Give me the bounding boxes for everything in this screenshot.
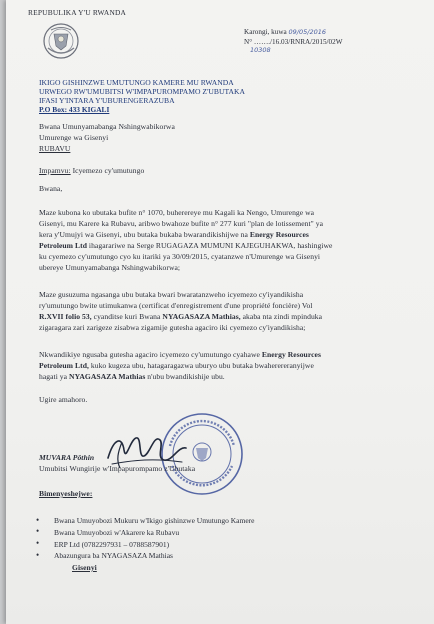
company-name-cont: Petroleum Ltd [39,241,87,250]
volume-folio: R.XVII folio 53, [39,312,92,321]
cc-item-1: • Bwana Umuyobozi Mukuru w'Ikigo gishinzwe Umutungo Kamere [36,515,254,527]
owner-name: NYAGASAZA Mathias, [162,312,241,321]
paragraph-2-line-1: Maze gusuzuma ngasanga ubu butaka bwari bwaratanzweho icyemezo cy'iyandikisha [39,290,304,299]
paragraph-1-line-3 [39,230,309,241]
paragraph-3-line-1 [39,350,321,361]
paragraph-1-line-2: Gisenyi, mu Karere ka Rubavu, aribwo bwahoze bufite n° 277 kuri "plan de lotissement" ya [39,219,323,228]
company-name-2-cont: Petroleum Ltd, [39,361,89,370]
letter-page [6,0,434,624]
owner-name-2: NYAGASAZA Mathias [69,372,146,381]
cc-list [36,515,254,562]
recipient-line-3: RUBAVU [39,144,71,153]
org-line-2: URWEGO RW'UMUBITSI W'IMPAPUROMPAMO Z'UBUTAKA [39,87,245,96]
salutation: Bwana, [39,184,63,193]
cc-item-3: • ERP Ltd (0782297931 – 0788587901) [36,539,254,551]
paragraph-1-text-cont: ihagarariwe na Serge RUGAGAZA MUMUNI KAJEGUHAKWA, hashingiwe [88,241,333,250]
reference-handwritten: 10308 [250,46,271,54]
paragraph-2-line-3 [39,312,322,323]
company-name: Energy Resources [249,230,309,239]
signatory-name: MUVARA Pôthin [39,453,95,462]
cc-footer: Gisenyi [72,563,97,572]
org-line-3: IFASI Y'INTARA Y'UBURENGERAZUBA [39,96,175,105]
paragraph-2-text: cyanditse kuri Bwana [93,312,161,321]
paragraph-1-line-6: ubereye Umunyamabanga Nshingwabikorwa; [39,263,181,272]
org-po-box: P.O Box: 433 KIGALI [39,105,110,114]
paragraph-3-text: Nkwandikiye ngusaba gutesha agaciro icyemezo cy'umutungo cyahawe [39,350,260,359]
republic-heading: REPUBULIKA Y'U RWANDA [28,8,127,17]
paragraph-1-line-4 [39,241,332,252]
reference-prefix: N° [244,38,253,46]
subject-label: Impamvu: [39,166,71,175]
paragraph-3-line-2 [39,361,314,372]
closing: Ugire amahoro. [39,395,88,404]
coat-of-arms-icon [42,22,80,60]
date-line [244,28,326,37]
paragraph-1-line-5: ku cyemezo cy'umutungo cyo ku itariki ya 30/09/2015, cyatanzwe n'Umurenge wa Gisenyi [39,252,321,261]
subject-line [39,166,144,177]
paragraph-2-line-2: ry'umutungo bwite utimukanwa (certificat d'enregistrement d'une propriété foncière) Vol [39,301,313,310]
paragraph-1-line-1: Maze kubona ko ubutaka bufite n° 1070, buherereye mu Kagali ka Nengo, Umurenge wa [39,208,315,217]
date-label: Karongi, kuwa [244,28,287,36]
cc-item-4: • Abazungura ba NYAGASAZA Mathias [36,550,254,562]
recipient-line-2: Umurenge wa Gisenyi [39,133,109,142]
paragraph-3-text-3: n'ubu bwandikishije ubu. [147,372,225,381]
recipient-line-1: Bwana Umunyamabanga Nshingwabikorwa [39,122,175,131]
company-name-2: Energy Resources [261,350,321,359]
paragraph-2-text-cont: akaba nta zindi mpinduka [242,312,323,321]
paragraph-3-line-3 [39,372,225,383]
signatory-title: Umubitsi Wungirije w'Impapurompamo z'Ubutaka [39,464,196,473]
paragraph-3-text-cont: kuko kugeza ubu, hatagaragazwa uburyo ubu butaka bwaherereranyijwe [90,361,314,370]
paragraph-1-text: kera y'Umujyi wa Gisenyi, ubu butaka bukaba bwarandikishijwe na [39,230,248,239]
cc-heading: Bimenyeshejwe: [39,489,93,498]
org-line-1: IKIGO GISHINZWE UMUTUNGO KAMERE MU RWANDA [39,78,234,87]
subject-text: Icyemezo cy'umutungo [72,166,145,175]
paragraph-2-line-4: zigaragara zari zarigeze zisabwa zigamije gutesha agaciro iki cyemezo cy'iyandikisha; [39,323,306,332]
reference-value: ……./16.03/RNRA/2015/02W [253,38,343,46]
cc-item-2: • Bwana Umuyobozi w'Akarere ka Rubavu [36,527,254,539]
paragraph-3-text-2: hagati ya [39,372,68,381]
date-value: 09/05/2016 [288,28,326,36]
